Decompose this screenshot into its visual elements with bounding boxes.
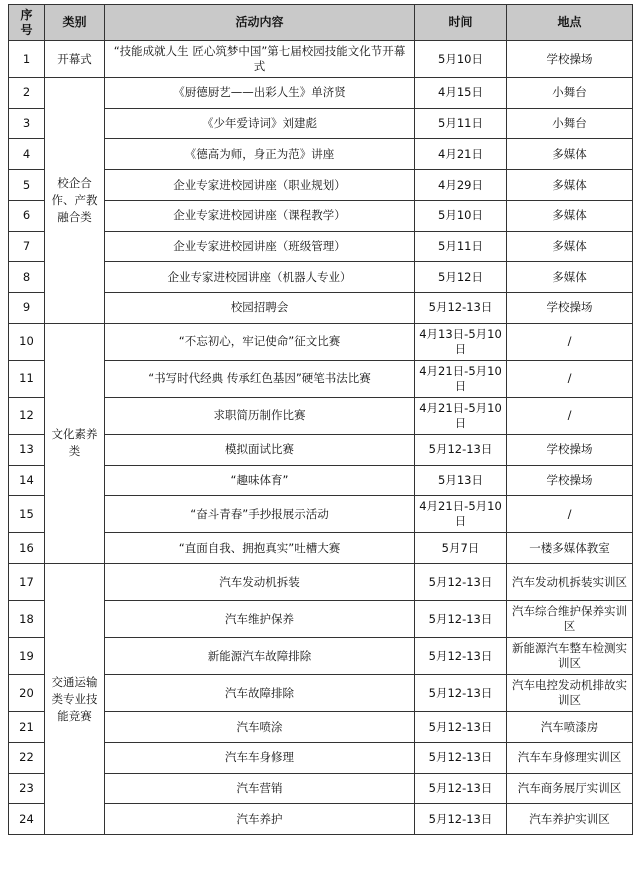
category-cell: 校企合作、产教融合类 (45, 78, 105, 324)
row-time: 5月12-13日 (415, 804, 507, 835)
header-category: 类别 (45, 5, 105, 41)
row-time: 5月11日 (415, 231, 507, 262)
row-seq: 13 (9, 434, 45, 465)
row-place: 汽车养护实训区 (507, 804, 633, 835)
row-time: 5月10日 (415, 200, 507, 231)
row-time: 4月15日 (415, 78, 507, 109)
row-seq: 1 (9, 41, 45, 78)
row-time: 4月21日-5月10日 (415, 360, 507, 397)
row-seq: 19 (9, 638, 45, 675)
row-content: “不忘初心，牢记使命”征文比赛 (105, 323, 415, 360)
row-place: 汽车电控发动机排故实训区 (507, 675, 633, 712)
row-content: 汽车营销 (105, 773, 415, 804)
row-content: 汽车维护保养 (105, 601, 415, 638)
category-cell: 文化素养类 (45, 323, 105, 563)
row-seq: 7 (9, 231, 45, 262)
row-place: 学校操场 (507, 434, 633, 465)
row-time: 5月12-13日 (415, 292, 507, 323)
row-place: 多媒体 (507, 170, 633, 201)
row-content: 汽车车身修理 (105, 743, 415, 774)
row-content: 新能源汽车故障排除 (105, 638, 415, 675)
row-time: 4月21日-5月10日 (415, 397, 507, 434)
row-content: “直面自我、拥抱真实”吐槽大赛 (105, 533, 415, 564)
row-content: 企业专家进校园讲座（职业规划） (105, 170, 415, 201)
row-place: 多媒体 (507, 231, 633, 262)
row-seq: 12 (9, 397, 45, 434)
row-seq: 2 (9, 78, 45, 109)
row-content: 校园招聘会 (105, 292, 415, 323)
row-place: 小舞台 (507, 108, 633, 139)
header-content: 活动内容 (105, 5, 415, 41)
row-seq: 23 (9, 773, 45, 804)
row-time: 5月13日 (415, 465, 507, 496)
row-time: 5月11日 (415, 108, 507, 139)
row-time: 5月12-13日 (415, 712, 507, 743)
row-place: 汽车发动机拆装实训区 (507, 564, 633, 601)
row-place: 多媒体 (507, 139, 633, 170)
row-place: 学校操场 (507, 465, 633, 496)
row-content: 企业专家进校园讲座（班级管理） (105, 231, 415, 262)
row-place: / (507, 397, 633, 434)
row-time: 5月12-13日 (415, 434, 507, 465)
row-content: 汽车发动机拆装 (105, 564, 415, 601)
row-content: “奋斗青春”手抄报展示活动 (105, 496, 415, 533)
row-seq: 4 (9, 139, 45, 170)
row-time: 5月12-13日 (415, 743, 507, 774)
row-place: 多媒体 (507, 200, 633, 231)
category-cell: 开幕式 (45, 41, 105, 78)
row-time: 5月12-13日 (415, 675, 507, 712)
row-seq: 8 (9, 262, 45, 293)
header-time: 时间 (415, 5, 507, 41)
row-place: / (507, 496, 633, 533)
row-content: 求职简历制作比赛 (105, 397, 415, 434)
row-place: / (507, 323, 633, 360)
row-time: 5月10日 (415, 41, 507, 78)
row-seq: 18 (9, 601, 45, 638)
row-seq: 22 (9, 743, 45, 774)
row-time: 5月12-13日 (415, 601, 507, 638)
row-time: 5月12-13日 (415, 773, 507, 804)
row-seq: 14 (9, 465, 45, 496)
table-header-row (9, 5, 633, 41)
row-place: 多媒体 (507, 262, 633, 293)
row-content: 企业专家进校园讲座（课程教学） (105, 200, 415, 231)
row-content: “趣味体育” (105, 465, 415, 496)
row-place: 汽车综合维护保养实训区 (507, 601, 633, 638)
row-seq: 16 (9, 533, 45, 564)
row-place: 汽车喷漆房 (507, 712, 633, 743)
row-content: 模拟面试比赛 (105, 434, 415, 465)
row-content: 汽车故障排除 (105, 675, 415, 712)
row-seq: 10 (9, 323, 45, 360)
row-place: 学校操场 (507, 41, 633, 78)
row-content: “书写时代经典 传承红色基因”硬笔书法比赛 (105, 360, 415, 397)
header-place: 地点 (507, 5, 633, 41)
row-seq: 3 (9, 108, 45, 139)
row-content: 汽车喷涂 (105, 712, 415, 743)
row-time: 5月7日 (415, 533, 507, 564)
row-content: 企业专家进校园讲座（机器人专业） (105, 262, 415, 293)
row-content: 《厨德厨艺——出彩人生》单济贤 (105, 78, 415, 109)
row-seq: 15 (9, 496, 45, 533)
row-time: 5月12日 (415, 262, 507, 293)
row-seq: 6 (9, 200, 45, 231)
row-time: 4月21日-5月10日 (415, 496, 507, 533)
row-seq: 11 (9, 360, 45, 397)
row-seq: 20 (9, 675, 45, 712)
row-seq: 21 (9, 712, 45, 743)
row-place: 新能源汽车整车检测实训区 (507, 638, 633, 675)
row-place: 一楼多媒体教室 (507, 533, 633, 564)
row-seq: 24 (9, 804, 45, 835)
row-content: 《德高为师，身正为范》讲座 (105, 139, 415, 170)
table-row (9, 41, 633, 78)
row-content: “技能成就人生 匠心筑梦中国”第七届校园技能文化节开幕式 (105, 41, 415, 78)
row-place: 汽车车身修理实训区 (507, 743, 633, 774)
row-place: 小舞台 (507, 78, 633, 109)
table-row (9, 564, 633, 601)
row-place: 学校操场 (507, 292, 633, 323)
row-time: 5月12-13日 (415, 564, 507, 601)
activity-schedule-table (8, 4, 633, 835)
row-place: 汽车商务展厅实训区 (507, 773, 633, 804)
row-seq: 9 (9, 292, 45, 323)
row-seq: 17 (9, 564, 45, 601)
table-row (9, 78, 633, 109)
row-time: 4月21日 (415, 139, 507, 170)
header-seq: 序号 (9, 5, 45, 41)
table-row (9, 323, 633, 360)
row-time: 4月13日-5月10日 (415, 323, 507, 360)
category-cell: 交通运输类专业技能竞赛 (45, 564, 105, 835)
row-seq: 5 (9, 170, 45, 201)
row-time: 5月12-13日 (415, 638, 507, 675)
row-place: / (507, 360, 633, 397)
row-content: 《少年爱诗词》刘建彪 (105, 108, 415, 139)
row-content: 汽车养护 (105, 804, 415, 835)
row-time: 4月29日 (415, 170, 507, 201)
